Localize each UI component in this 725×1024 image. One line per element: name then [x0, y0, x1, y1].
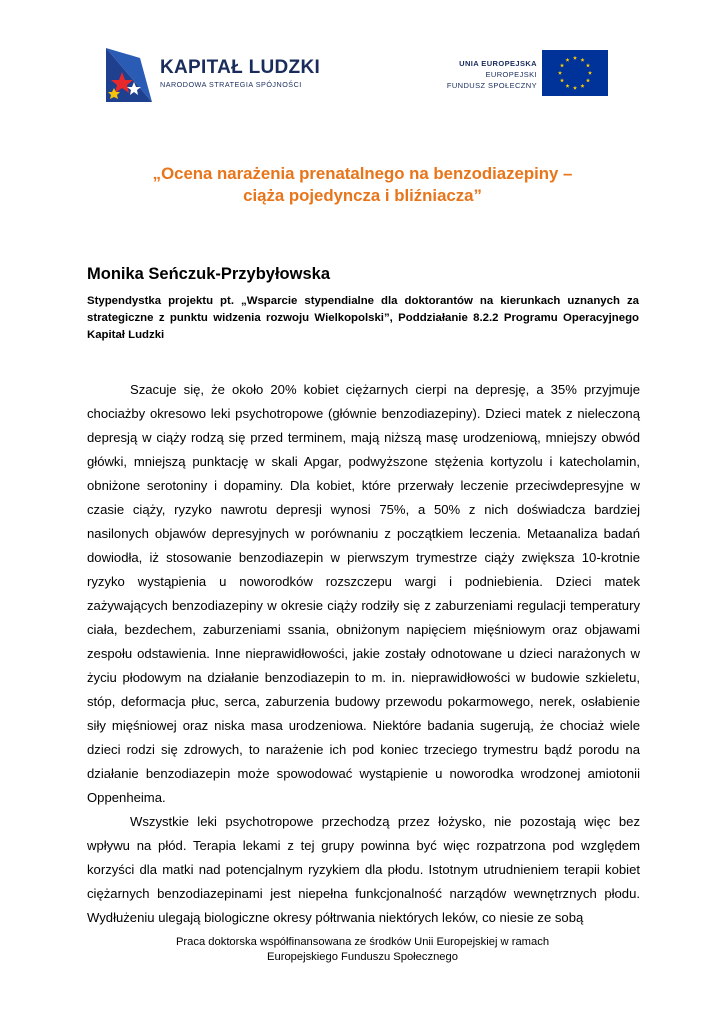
footer-line-2: Europejskiego Funduszu Społecznego [267, 951, 458, 963]
page-footer [40, 935, 685, 965]
title-line-2: ciąża pojedyncza i bliźniacza” [243, 186, 482, 205]
title-line-1: „Ocena narażenia prenatalnego na benzodiazepiny – [152, 164, 573, 183]
kapital-ludzki-logo [100, 40, 168, 108]
document-body [87, 378, 640, 930]
kapital-ludzki-title: KAPITAŁ LUDZKI [160, 57, 321, 78]
eu-flag-icon [542, 50, 608, 96]
body-paragraph-2: Wszystkie leki psychotropowe przechodzą przez łożysko, nie pozostają więc bez wpływu na płód. Terapia lekami z tej grupy powinna być więc rozpatrzona pod względem korzyści dla matki nad potencjalnym ryzykiem dla płodu. Istotnym utrudnieniem terapii kobiet ciężarnych benzodiazepinami jest niepełna funkcjonalność narządów wewnętrznych płodu. Wydłużeniu ulegają biologiczne okresy półtrwania niektórych leków, co niesie ze sobą [87, 814, 640, 925]
eu-line-1: UNIA EUROPEJSKA [459, 59, 537, 68]
kapital-ludzki-subtitle: NARODOWA STRATEGIA SPÓJNOŚCI [160, 80, 302, 89]
document-title [40, 163, 685, 207]
author-name: Monika Seńczuk-Przybyłowska [87, 265, 330, 283]
footer-line-1: Praca doktorska współfinansowana ze środków Unii Europejskiej w ramach [175, 936, 550, 948]
eu-fund-text [447, 58, 537, 91]
page-header [0, 0, 725, 120]
eu-line-2: EUROPEJSKI [485, 70, 537, 79]
eu-line-3: FUNDUSZ SPOŁECZNY [446, 81, 537, 90]
author-affiliation: Stypendystka projektu pt. „Wsparcie stypendialne dla doktorantów na kierunkach uznanych za strategiczne z punktu widzenia rozwoju Wielkopolski”, Poddziałanie 8.2.2 Programu Operacyjnego Kapitał Ludzki [87, 295, 639, 341]
body-paragraph-1: Szacuje się, że około 20% kobiet ciężarnych cierpi na depresję, a 35% przyjmuje chociażby okresowo leki psychotropowe (głównie benzodiazepiny). Dzieci matek z nieleczoną depresją w ciąży rodzą się przed terminem, mają niższą masę urodzeniową, mniejszy obwód główki, mniejszą punktację w skali Apgar, podwyższone stężenia kortyzolu i katecholamin, obniżone serotoniny i dopaminy. Dla kobiet, które przerwały leczenie przeciwdepresyjne w czasie ciąży, ryzyko nawrotu depresji wynosi 75%, a 50% z nich doświadcza bardziej nasilonych objawów depresyjnych w porównaniu z początkiem leczenia. Metaanaliza badań dowiodła, iż stosowanie benzodiazepin w pierwszym trymestrze ciąży zwiększa 10-krotnie ryzyko wystąpienia u noworodków rozszczepu wargi i podniebienia. Dzieci matek zażywających benzodiazepiny w okresie ciąży rodziły się z zaburzeniami regulacji temperatury ciała, bezdechem, zaburzeniami ssania, obniżonym napięciem mięśniowym oraz objawami zespołu odstawienia. Inne nieprawidłowości, jakie zostały odnotowane u dzieci narażonych w życiu płodowym na działanie benzodiazepin to m. in. nieprawidłowości w budowie szkieletu, stóp, deformacja płuc, serca, zaburzenia budowy przewodu pokarmowego, nerek, osłabienie siły mięśniowej oraz niska masa urodzeniowa. Niektóre badania sugerują, że chociaż wiele dzieci rodzi się zdrowych, to narażenie ich pod koniec trzeciego trymestru bądź porodu na działanie benzodiazepin może spowodować wystąpienie u noworodka wrodzonej amiotonii Oppenheima. [87, 382, 640, 805]
kapital-ludzki-text [160, 58, 320, 89]
